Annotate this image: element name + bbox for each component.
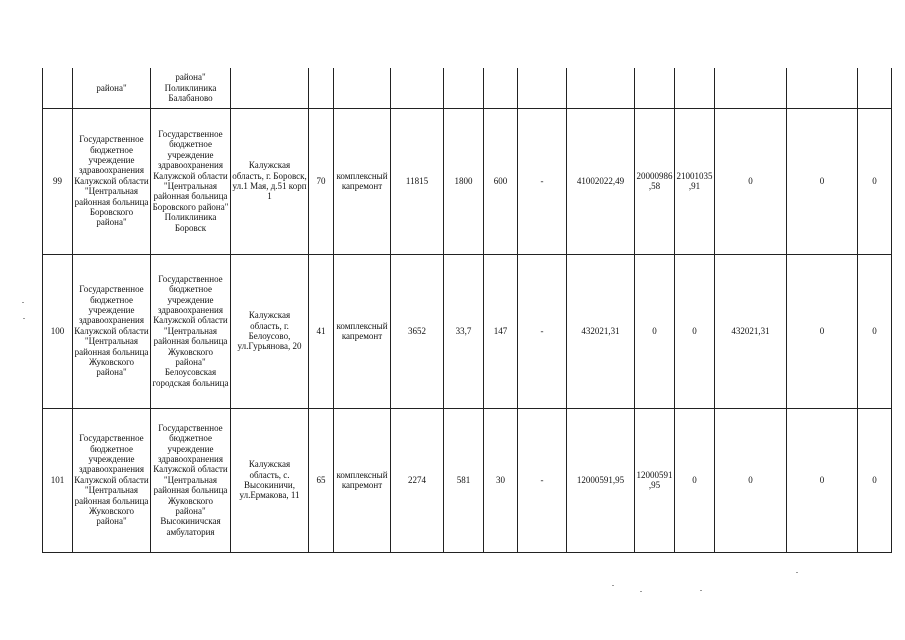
cell-c11: 432021,31 bbox=[567, 254, 635, 408]
table-row bbox=[43, 108, 892, 254]
cell-c7: 2274 bbox=[391, 408, 444, 552]
cell-c13: 0 bbox=[675, 408, 715, 552]
cell-facility: Государственное бюджетное учреждение здравоохранения Калужской области "Центральная районная больница Боровского района" Поликлиника Боровск bbox=[151, 108, 231, 254]
cell-c12: 0 bbox=[635, 254, 675, 408]
cell-c12: 20000986,58 bbox=[635, 108, 675, 254]
cell-facility: Государственное бюджетное учреждение здравоохранения Калужской области "Центральная районная больница Жуковского района" Высокиничская амбулатория bbox=[151, 408, 231, 552]
cell-customer: Государственное бюджетное учреждение здравоохранения Калужской области "Центральная районная больница Жуковского района" bbox=[73, 408, 151, 552]
cell-c11: 12000591,95 bbox=[567, 408, 635, 552]
cell-address: Калужская область, с. Высокиничи, ул.Ермакова, 11 bbox=[231, 408, 309, 552]
scan-speck bbox=[612, 585, 614, 586]
cell-c14: 0 bbox=[715, 408, 787, 552]
cell-c10: - bbox=[518, 254, 567, 408]
cell-facility: Государственное бюджетное учреждение здравоохранения Калужской области "Центральная районная больница Жуковского района" Белоусовская городская больница bbox=[151, 254, 231, 408]
cell-work: комплексный капремонт bbox=[334, 254, 391, 408]
cell-c11: 41002022,49 bbox=[567, 108, 635, 254]
cell-c14: 432021,31 bbox=[715, 254, 787, 408]
cell-work: комплексный капремонт bbox=[334, 108, 391, 254]
scan-speck bbox=[700, 590, 702, 591]
cell-c12: 12000591,95 bbox=[635, 408, 675, 552]
cell-facility: района" Поликлиника Балабаново bbox=[151, 68, 231, 108]
cell-c7: 11815 bbox=[391, 108, 444, 254]
cell-c16: 0 bbox=[858, 254, 892, 408]
scan-speck bbox=[640, 591, 642, 592]
cell-c15: 0 bbox=[787, 254, 858, 408]
scan-speck bbox=[796, 572, 798, 573]
cell-c9: 30 bbox=[484, 408, 518, 552]
cell-c7: 3652 bbox=[391, 254, 444, 408]
cell-customer: района" bbox=[73, 68, 151, 108]
cell-c13: 0 bbox=[675, 254, 715, 408]
cell-address: Калужская область, г. Белоусово, ул.Гурьянова, 20 bbox=[231, 254, 309, 408]
cell-c15: 0 bbox=[787, 408, 858, 552]
scan-speck bbox=[22, 302, 24, 303]
cell-c8: 1800 bbox=[444, 108, 484, 254]
cell-c15: 0 bbox=[787, 108, 858, 254]
table-row bbox=[43, 408, 892, 552]
cell-c10: - bbox=[518, 108, 567, 254]
cell-c5: 41 bbox=[309, 254, 334, 408]
cell-c5: 70 bbox=[309, 108, 334, 254]
table-row-fragment bbox=[43, 68, 892, 108]
cell-c13: 21001035,91 bbox=[675, 108, 715, 254]
cell-address: Калужская область, г. Боровск, ул.1 Мая, д.51 корп 1 bbox=[231, 108, 309, 254]
cell-work: комплексный капремонт bbox=[334, 408, 391, 552]
repair-program-table bbox=[42, 68, 892, 553]
cell-c16: 0 bbox=[858, 108, 892, 254]
scan-speck bbox=[23, 318, 25, 319]
cell-customer: Государственное бюджетное учреждение здравоохранения Калужской области "Центральная районная больница Боровского района" bbox=[73, 108, 151, 254]
cell-c10: - bbox=[518, 408, 567, 552]
cell-c9: 147 bbox=[484, 254, 518, 408]
cell-c8: 33,7 bbox=[444, 254, 484, 408]
cell-c9: 600 bbox=[484, 108, 518, 254]
cell-num bbox=[43, 68, 73, 108]
cell-num: 99 bbox=[43, 108, 73, 254]
cell-c5: 65 bbox=[309, 408, 334, 552]
cell-num: 100 bbox=[43, 254, 73, 408]
cell-c16: 0 bbox=[858, 408, 892, 552]
cell-num: 101 bbox=[43, 408, 73, 552]
cell-customer: Государственное бюджетное учреждение здравоохранения Калужской области "Центральная районная больница Жуковского района" bbox=[73, 254, 151, 408]
cell-c8: 581 bbox=[444, 408, 484, 552]
cell-c14: 0 bbox=[715, 108, 787, 254]
table-row bbox=[43, 254, 892, 408]
